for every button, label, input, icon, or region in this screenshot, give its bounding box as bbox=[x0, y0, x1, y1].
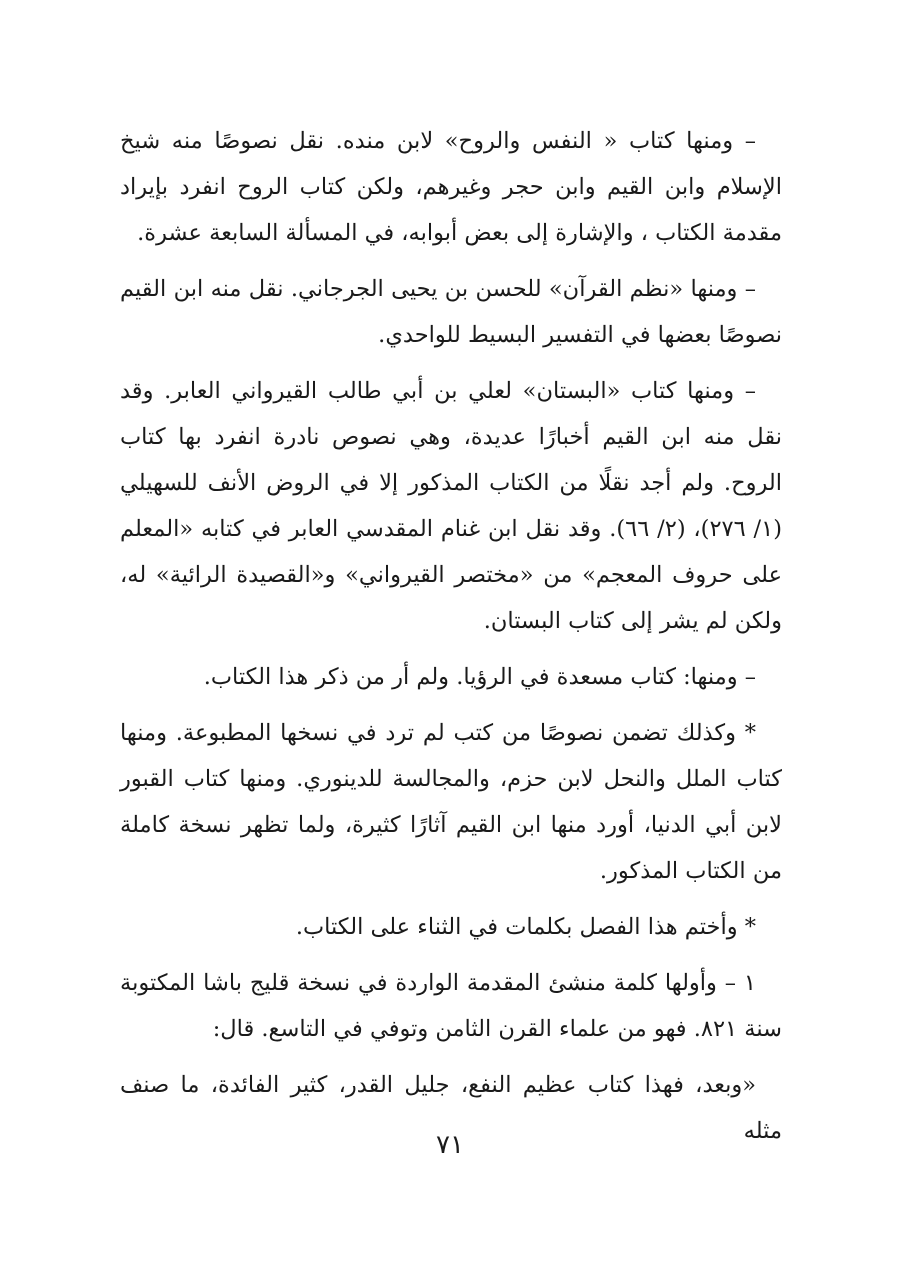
paragraph-masada: – ومنها: كتاب مسعدة في الرؤيا. ولم أر من ذكر هذا الكتاب. bbox=[203, 664, 756, 690]
paragraph-quote-start: «وبعد، فهذا كتاب عظيم النفع، جليل القدر، كثير الفائدة، ما صنف مثله bbox=[120, 1072, 782, 1144]
page-body bbox=[120, 118, 782, 1164]
page-number: ٧١ bbox=[436, 1130, 464, 1160]
paragraph-first-praise: ١ – وأولها كلمة منشئ المقدمة الواردة في نسخة قليج باشا المكتوبة سنة ٨٢١. فهو من علماء القرن الثامن وتوفي في التاسع. قال: bbox=[120, 970, 782, 1042]
paragraph-other-books: * وكذلك تضمن نصوصًا من كتب لم ترد في نسخها المطبوعة. ومنها كتاب الملل والنحل لابن حزم، والمجالسة للدينوري. ومنها كتاب القبور لابن أبي الدنيا، أورد منها ابن القيم آثارًا كثيرة، ولما تظهر نسخة كاملة من الكتاب المذكور. bbox=[120, 720, 782, 884]
paragraph-closing-chapter: * وأختم هذا الفصل بكلمات في الثناء على الكتاب. bbox=[295, 914, 756, 940]
paragraph-al-bustan: – ومنها كتاب «البستان» لعلي بن أبي طالب القيرواني العابر. وقد نقل منه ابن القيم أخبارًا عديدة، وهي نصوص نادرة انفرد بها كتاب الروح. ولم أجد نقلًا من الكتاب المذكور إلا في الروض الأنف للسهيلي (١/ ٢٧٦)، (٢/ ٦٦). وقد نقل ابن غنام المقدسي العابر في كتابه «المعلم على حروف المعجم» من «مختصر القيرواني» و«القصيدة الرائية» له، ولكن لم يشر إلى كتاب البستان. bbox=[120, 378, 783, 634]
paragraph-nafs-wal-ruh: – ومنها كتاب « النفس والروح» لابن منده. نقل نصوصًا منه شيخ الإسلام وابن القيم وابن حجر وغيرهم، ولكن كتاب الروح انفرد بإيراد مقدمة الكتاب ، والإشارة إلى بعض أبوابه، في المسألة السابعة عشرة. bbox=[120, 128, 782, 246]
paragraph-nazm-al-quran: – ومنها «نظم القرآن» للحسن بن يحيى الجرجاني. نقل منه ابن القيم نصوصًا بعضها في التفسير البسيط للواحدي. bbox=[120, 276, 782, 348]
